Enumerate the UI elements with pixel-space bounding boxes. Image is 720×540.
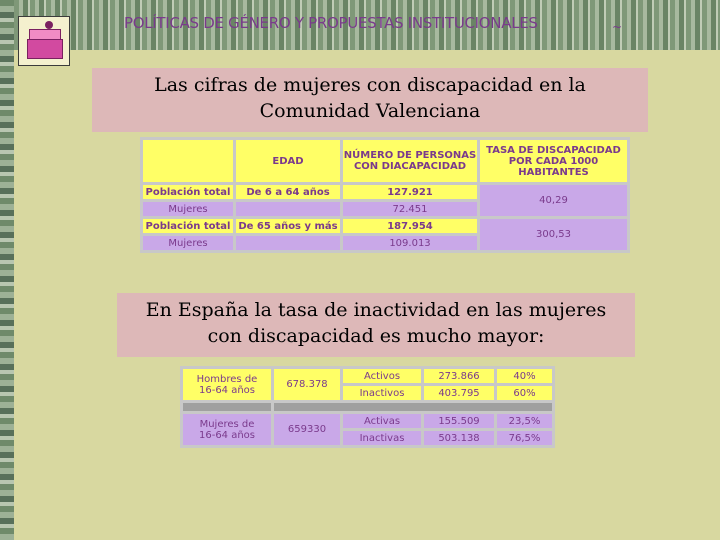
table-cell: 109.013 <box>343 236 477 250</box>
table-header: TASA DE DISCAPACIDAD POR CADA 1000 HABITANTES <box>480 140 627 182</box>
table-cell: De 65 años y más <box>236 219 340 233</box>
disability-table <box>140 137 630 253</box>
table-cell: Población total <box>143 219 233 233</box>
table-cell-empty <box>236 236 340 250</box>
group-label <box>183 414 271 445</box>
table-cell: 155.509 <box>424 414 494 428</box>
table-cell: 23,5% <box>497 414 552 428</box>
caption-line: En España la tasa de inactividad en las mujeres <box>145 299 607 321</box>
table-cell: 273.866 <box>424 369 494 383</box>
table-cell: 678.378 <box>274 369 340 400</box>
group-label-line: Hombres de <box>196 373 258 385</box>
table-cell: 403.795 <box>424 386 494 400</box>
table-header-empty <box>143 140 233 182</box>
table-cell: 187.954 <box>343 219 477 233</box>
group-label <box>183 369 271 400</box>
table-cell: 40,29 <box>480 185 627 216</box>
table-cell: 300,53 <box>480 219 627 250</box>
title-decoration: ~ <box>612 20 623 34</box>
table-cell: De 6 a 64 años <box>236 185 340 199</box>
table-cell: Mujeres <box>143 236 233 250</box>
table-cell: Inactivos <box>343 386 421 400</box>
table-separator <box>183 403 271 411</box>
caption-valencia <box>92 68 648 132</box>
decorative-left-strip <box>0 0 14 540</box>
table-cell-empty <box>236 202 340 216</box>
group-label-line: Mujeres de <box>199 418 255 430</box>
table-cell: 60% <box>497 386 552 400</box>
table-cell: 76,5% <box>497 431 552 445</box>
table-cell: Activas <box>343 414 421 428</box>
table-cell: 503.138 <box>424 431 494 445</box>
table-header: EDAD <box>236 140 340 182</box>
group-label-line: 16-64 años <box>198 429 256 441</box>
table-cell: Activos <box>343 369 421 383</box>
table-cell: 659330 <box>274 414 340 445</box>
group-label-line: 16-64 años <box>198 384 256 396</box>
table-separator <box>274 403 552 411</box>
logo-image <box>18 16 70 66</box>
table-cell: Mujeres <box>143 202 233 216</box>
logo-box <box>27 39 63 59</box>
table-cell: Población total <box>143 185 233 199</box>
inactivity-table <box>180 366 555 448</box>
table-header: NÚMERO DE PERSONAS CON DIACAPACIDAD <box>343 140 477 182</box>
table-cell: 127.921 <box>343 185 477 199</box>
caption-line: Las cifras de mujeres con discapacidad en la <box>154 74 586 96</box>
table-cell: 72.451 <box>343 202 477 216</box>
caption-line: Comunidad Valenciana <box>259 100 481 122</box>
table-cell: 40% <box>497 369 552 383</box>
caption-spain <box>117 293 635 357</box>
table-cell: Inactivas <box>343 431 421 445</box>
caption-line: con discapacidad es mucho mayor: <box>207 325 545 347</box>
logo-figure <box>45 21 53 29</box>
page-title: POLÍTICAS DE GÉNERO Y PROPUESTAS INSTITUCIONALES <box>124 14 538 32</box>
